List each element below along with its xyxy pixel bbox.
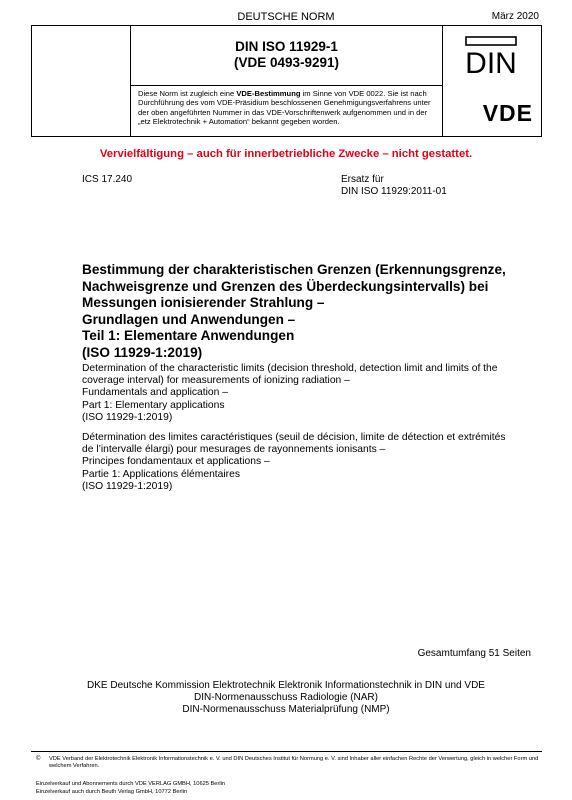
title-fr-line: Détermination des limites caractéristiques (seuil de décision, limite de détection et extrémités	[82, 432, 506, 443]
title-de-line: Nachweisgrenze und Grenzen des Überdeckungsintervalls) bei	[82, 278, 489, 294]
title-fr-line: Principes fondamentaux et applications –	[82, 456, 270, 468]
committee-line: DIN-Normenausschuss Radiologie (NAR)	[194, 692, 378, 703]
title-en-line: Determination of the characteristic limits (decision threshold, detection limit and limits of the	[82, 363, 498, 374]
title-de-line: Grundlagen und Anwendungen –	[82, 311, 296, 327]
document-number	[130, 39, 443, 71]
vde-note	[138, 89, 437, 126]
copyright-text: VDE Verband der Elektrotechnik Elektronik Informationstechnik e. V. und DIN Deutsches Institut für Normung e. V. sind Inhaber aller einfachen Rechte der Verwertung, gleich in welcher Form und welchem Verfahren.	[49, 756, 539, 769]
din-logo-text: DIN	[465, 47, 517, 76]
title-english	[82, 363, 522, 424]
replaces-block	[341, 174, 447, 198]
title-de-line: Teil 1: Elementare Anwendungen	[82, 328, 295, 344]
vde-logo-icon: VDE	[482, 100, 533, 126]
title-de-line: (ISO 11929-1:2019)	[82, 344, 203, 360]
title-german	[82, 262, 512, 362]
replaces-label: Ersatz für	[341, 174, 384, 185]
sales-line: Einzelverkauf und Abonnements durch VDE VERLAG GMBH, 10625 Berlin	[36, 781, 226, 787]
vde-number: (VDE 0493-9291)	[233, 55, 340, 70]
title-en-line: Part 1: Elementary applications	[82, 399, 225, 411]
title-de-line: Messungen ionisierender Strahlung –	[82, 295, 325, 311]
committees	[0, 680, 572, 716]
committee-line: DKE Deutsche Kommission Elektrotechnik Elektronik Informationstechnik in DIN und VDE	[87, 680, 485, 691]
standard-type: DEUTSCHE NORM	[237, 11, 335, 23]
sales-info	[36, 780, 225, 796]
footer-divider	[31, 751, 542, 752]
vde-note-pre: Diese Norm ist zugleich eine	[138, 89, 237, 98]
copyright-symbol: ©	[36, 756, 41, 762]
header-box	[31, 25, 542, 137]
reproduction-warning: Vervielfältigung – auch für innerbetriebliche Zwecke – nicht gestattet.	[99, 148, 473, 160]
vde-note-post: im Sinne von VDE 0022. Sie ist nach Durchführung des vom VDE-Präsidium beschlossenen Genehmigungsverfahrens unter der oben angeführten Nummer in das VDE-Vorschriftenwerk aufgenommen und in der „etz Elektrotechnik + Automation“ bekannt gegeben worden.	[138, 89, 431, 126]
header-divider	[130, 85, 443, 86]
replaces-value: DIN ISO 11929:2011-01	[341, 186, 447, 197]
sales-line: Einzelverkauf auch durch Beuth Verlag GmbH, 10772 Berlin	[36, 789, 188, 795]
title-french	[82, 432, 522, 493]
header-empty-cell	[32, 26, 131, 136]
ics-code: ICS 17.240	[82, 174, 133, 185]
din-logo-icon	[465, 36, 517, 76]
title-de-line: Bestimmung der charakteristischen Grenzen (Erkennungsgrenze,	[82, 262, 506, 277]
din-number: DIN ISO 11929-1	[235, 39, 338, 54]
total-pages: Gesamtumfang 51 Seiten	[417, 648, 531, 659]
committee-line: DIN-Normenausschuss Materialprüfung (NMP)	[182, 704, 390, 715]
title-fr-line: Partie 1: Applications élémentaires	[82, 468, 240, 480]
title-en-line: Fundamentals and application –	[82, 387, 228, 399]
title-en-line: (ISO 11929-1:2019)	[82, 411, 173, 423]
title-fr-line: de l’intervalle élargi) pour mesurages de rayonnements ionisants –	[82, 444, 386, 456]
issue-date: März 2020	[491, 11, 539, 22]
vde-note-bold: VDE-Bestimmung	[236, 89, 301, 98]
title-fr-line: (ISO 11929-1:2019)	[82, 480, 173, 492]
title-en-line: coverage interval) for measurements of ionizing radiation –	[82, 375, 350, 387]
